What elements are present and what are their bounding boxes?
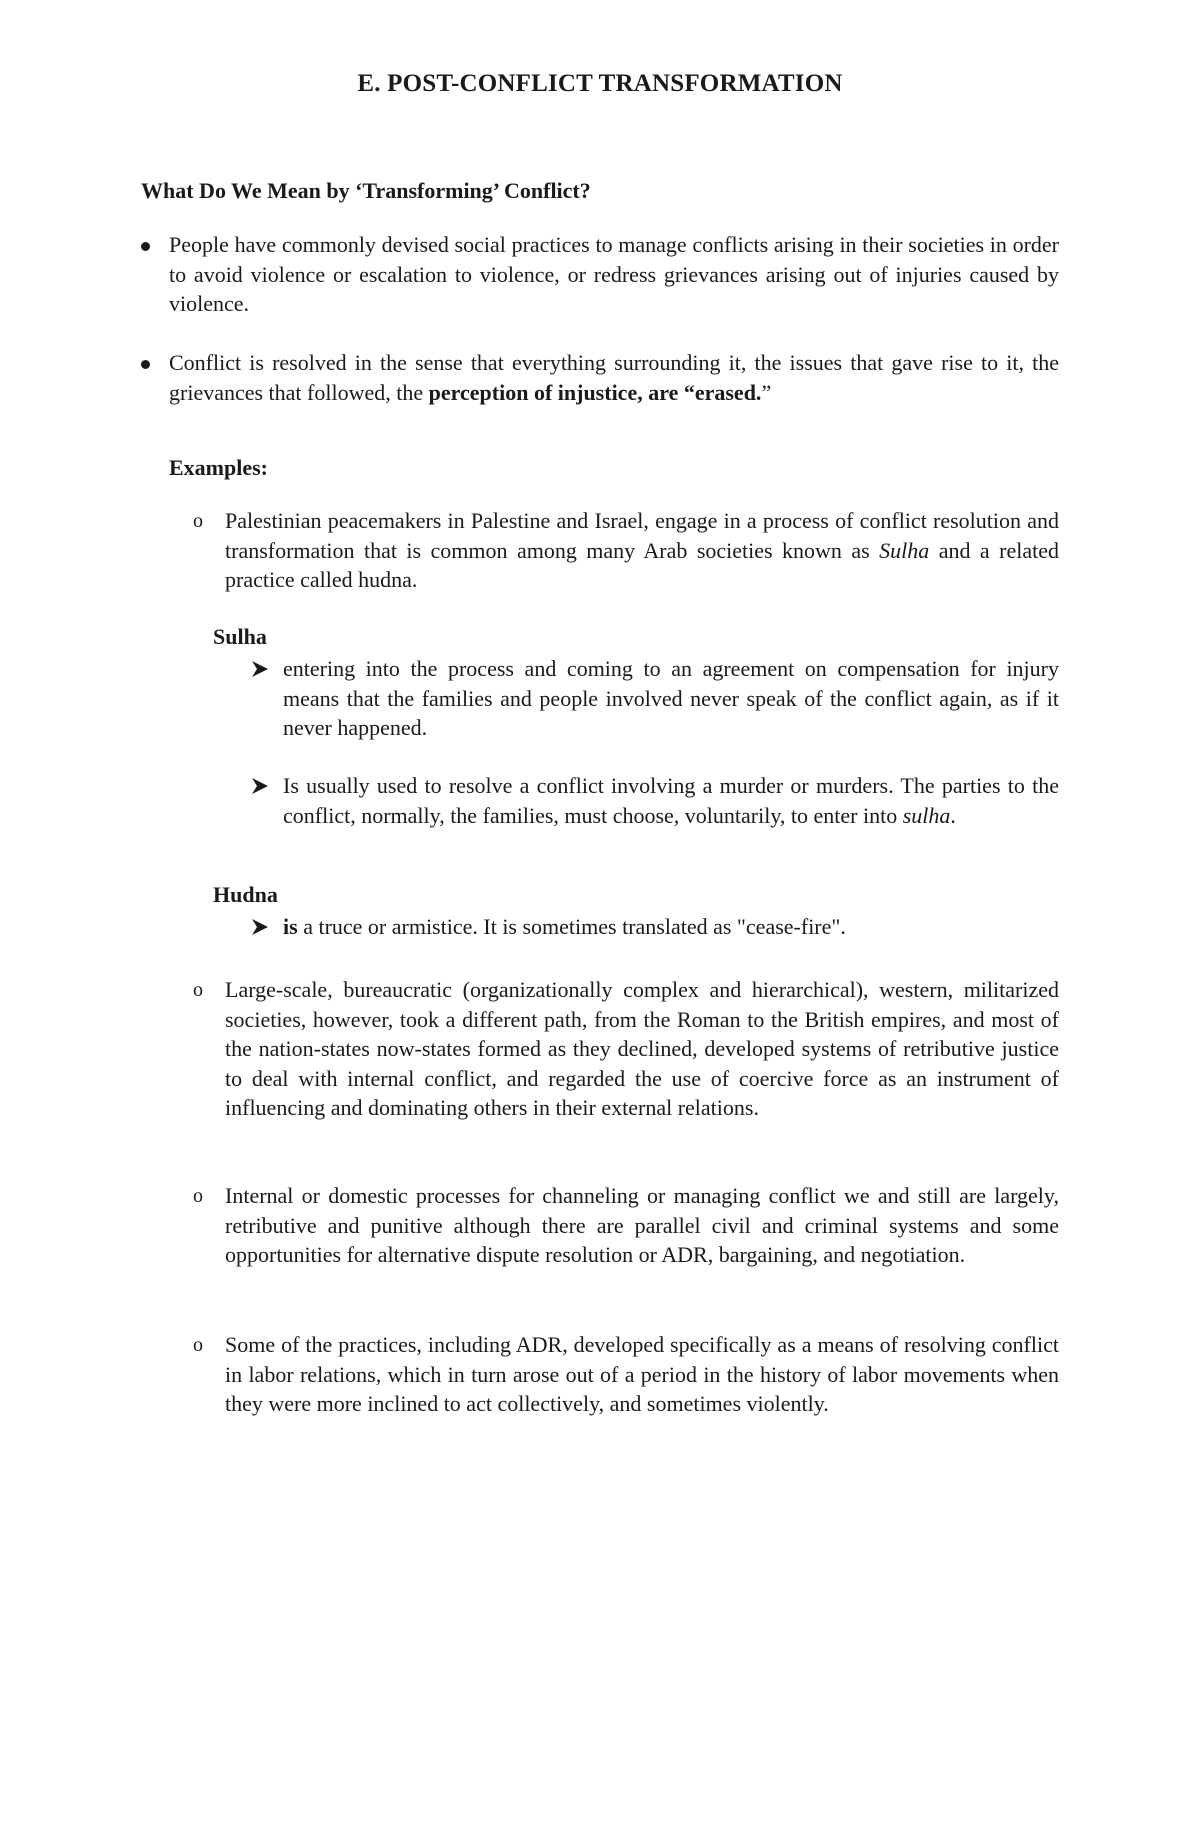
circle-bullet-icon: o (193, 510, 203, 532)
bullet-icon (141, 242, 150, 251)
examples-label: Examples: (169, 455, 268, 480)
circle-bullet-icon: o (193, 1185, 203, 1207)
arrow-bullet-icon (251, 777, 269, 795)
example-paragraph-4: Some of the practices, including ADR, developed specifically as a means of resolving conflict in labor relations, which in turn arose out of a period in the history of labor movements when they were more inclined to act collectively, and sometimes violently. (225, 1332, 1059, 1416)
example-paragraph-2: Large-scale, bureaucratic (organizationally complex and hierarchical), western, militarized societies, however, took a different path, from the Roman to the British empires, and most of the nation-states now-states formed as they declined, developed systems of retributive justice to deal with internal conflict, and regarded the use of coercive force as an instrument of influencing and dominating others in their external relations. (225, 977, 1059, 1120)
bullet-paragraph-1: People have commonly devised social practices to manage conflicts arising in their societies in order to avoid violence or escalation to violence, or redress grievances arising out of injuries caused by violence. (169, 232, 1059, 316)
circle-bullet-icon: o (193, 979, 203, 1001)
circle-bullet-icon: o (193, 1334, 203, 1356)
page-title: E. POST-CONFLICT TRANSFORMATION (357, 70, 843, 97)
arrow-bullet-icon (251, 660, 269, 678)
bullet-paragraph-2: Conflict is resolved in the sense that everything surrounding it, the issues that gave rise to it, the grievances that followed, the perception of injustice, are “erased.” (169, 350, 1059, 405)
bold-phrase: perception of injustice, are “erased. (428, 379, 762, 405)
example-paragraph-3: Internal or domestic processes for channeling or managing conflict we and still are largely, retributive and punitive although there are parallel civil and criminal systems and some opportunities for alternative dispute resolution or ADR, bargaining, and negotiation. (225, 1183, 1059, 1267)
section-heading: What Do We Mean by ‘Transforming’ Conflict? (141, 178, 591, 203)
arrow-bullet-icon (251, 918, 269, 936)
hudna-label: Hudna (213, 882, 278, 907)
sulha-point-1: entering into the process and coming to an agreement on compensation for injury means that the families and people involved never speak of the conflict again, as if it never happened. (283, 656, 1059, 740)
sulha-point-2: Is usually used to resolve a conflict involving a murder or murders. The parties to the conflict, normally, the families, must choose, voluntarily, to enter into sulha. (283, 773, 1059, 828)
bullet-icon (141, 360, 150, 369)
sulha-label: Sulha (213, 624, 267, 649)
example-paragraph-1: Palestinian peacemakers in Palestine and Israel, engage in a process of conflict resolution and transformation that is common among many Arab societies known as Sulha and a related practice called hudna. (225, 508, 1059, 592)
hudna-point: is a truce or armistice. It is sometimes translated as "cease-fire". (283, 914, 846, 939)
